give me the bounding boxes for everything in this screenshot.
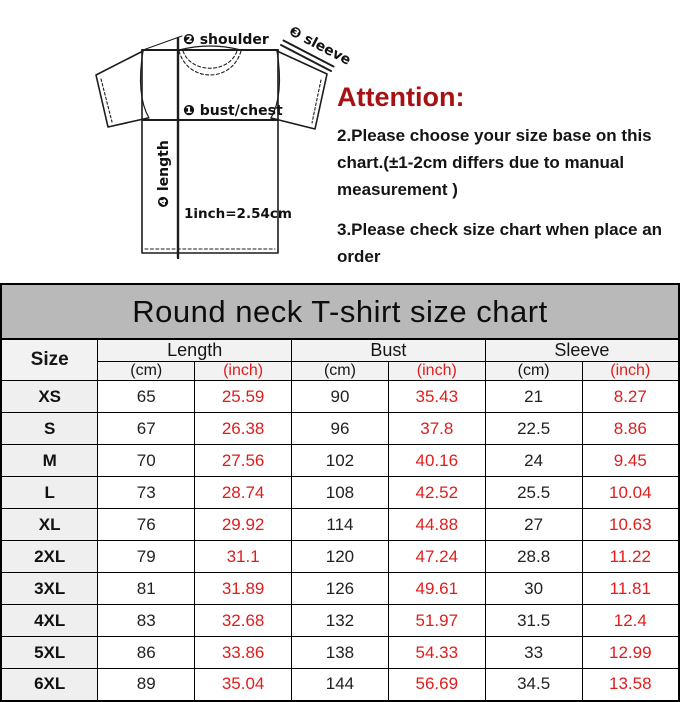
cm-value-cell: 21 [485,381,582,413]
inch-value-cell: 32.68 [195,605,292,637]
inch-value-cell: 47.24 [388,541,485,573]
shoulder-pointer-line [143,36,182,50]
inch-value-cell: 8.86 [582,413,679,445]
cm-value-cell: 28.8 [485,541,582,573]
inch-value-cell: 25.59 [195,381,292,413]
attention-heading: Attention: [337,82,465,112]
collar-inner-dashed [183,51,237,68]
size-chart-section [0,283,680,696]
size-cell: S [1,413,98,445]
inch-value-cell: 31.1 [195,541,292,573]
column-header-sleeve: Sleeve [485,339,679,362]
inch-value-cell: 11.81 [582,573,679,605]
unit-header-sleeve-cm: (cm) [485,362,582,381]
cm-value-cell: 83 [98,605,195,637]
inch-value-cell: 12.99 [582,637,679,669]
inch-value-cell: 44.88 [388,509,485,541]
bust-chest-label: ❶ bust/chest [183,103,283,119]
inch-value-cell: 33.86 [195,637,292,669]
cm-value-cell: 24 [485,445,582,477]
unit-header-bust-inch: (inch) [388,362,485,381]
inch-value-cell: 35.04 [195,669,292,701]
shoulder-label: ❷ shoulder [183,32,269,48]
size-cell: M [1,445,98,477]
sleeve-label: ❸ sleeve [286,23,354,69]
attention-note-3: 3.Please check size chart when place an order [337,220,663,266]
cm-value-cell: 114 [292,509,389,541]
cm-value-cell: 138 [292,637,389,669]
inch-value-cell: 51.97 [388,605,485,637]
table-row [1,605,679,637]
size-cell: L [1,477,98,509]
inch-value-cell: 13.58 [582,669,679,701]
size-cell: XL [1,509,98,541]
size-cell: 6XL [1,669,98,701]
inch-value-cell: 49.61 [388,573,485,605]
unit-header-bust-cm: (cm) [292,362,389,381]
column-header-size: Size [1,339,98,381]
table-row [1,573,679,605]
cm-value-cell: 31.5 [485,605,582,637]
size-cell: 4XL [1,605,98,637]
inch-value-cell: 27.56 [195,445,292,477]
inch-value-cell: 12.4 [582,605,679,637]
cm-value-cell: 34.5 [485,669,582,701]
cm-value-cell: 27 [485,509,582,541]
inch-value-cell: 40.16 [388,445,485,477]
table-row [1,413,679,445]
table-row [1,477,679,509]
table-row [1,541,679,573]
inch-value-cell: 29.92 [195,509,292,541]
cm-value-cell: 89 [98,669,195,701]
right-cuff-stitching [312,80,321,123]
inch-value-cell: 31.89 [195,573,292,605]
cm-value-cell: 79 [98,541,195,573]
table-row [1,637,679,669]
cm-value-cell: 67 [98,413,195,445]
inch-value-cell: 42.52 [388,477,485,509]
size-cell: 3XL [1,573,98,605]
cm-value-cell: 102 [292,445,389,477]
collar-outer-dashed [179,51,241,75]
column-header-bust: Bust [292,339,486,362]
cm-value-cell: 144 [292,669,389,701]
cm-value-cell: 25.5 [485,477,582,509]
cm-value-cell: 33 [485,637,582,669]
size-chart-title: Round neck T-shirt size chart [1,284,679,339]
column-header-length: Length [98,339,292,362]
measurement-guide-section [0,0,680,283]
cm-value-cell: 86 [98,637,195,669]
table-row [1,445,679,477]
inch-value-cell: 10.63 [582,509,679,541]
cm-value-cell: 22.5 [485,413,582,445]
inch-value-cell: 8.27 [582,381,679,413]
table-row [1,509,679,541]
cm-value-cell: 81 [98,573,195,605]
inch-value-cell: 11.22 [582,541,679,573]
table-row [1,381,679,413]
cm-value-cell: 30 [485,573,582,605]
cm-value-cell: 70 [98,445,195,477]
inch-value-cell: 37.8 [388,413,485,445]
inch-value-cell: 10.04 [582,477,679,509]
size-cell: 2XL [1,541,98,573]
size-table-body [1,381,679,701]
unit-header-sleeve-inch: (inch) [582,362,679,381]
size-cell: XS [1,381,98,413]
size-chart-table [0,283,680,702]
inch-value-cell: 54.33 [388,637,485,669]
unit-header-length-cm: (cm) [98,362,195,381]
inch-conversion-note: 1inch=2.54cm [184,206,292,222]
size-cell: 5XL [1,637,98,669]
cm-value-cell: 73 [98,477,195,509]
cm-value-cell: 90 [292,381,389,413]
unit-header-length-inch: (inch) [195,362,292,381]
attention-note-2: 2.Please choose your size base on this chart.(±1-2cm differs due to manual measurement ) [337,126,652,199]
cm-value-cell: 65 [98,381,195,413]
tshirt-measurement-diagram [82,10,354,272]
inch-value-cell: 56.69 [388,669,485,701]
cm-value-cell: 96 [292,413,389,445]
cm-value-cell: 132 [292,605,389,637]
inch-value-cell: 9.45 [582,445,679,477]
inch-value-cell: 28.74 [195,477,292,509]
inch-value-cell: 26.38 [195,413,292,445]
cm-value-cell: 120 [292,541,389,573]
cm-value-cell: 108 [292,477,389,509]
inch-value-cell: 35.43 [388,381,485,413]
cm-value-cell: 76 [98,509,195,541]
length-label: ❹ length [156,140,172,208]
attention-block [337,82,680,283]
cm-value-cell: 126 [292,573,389,605]
